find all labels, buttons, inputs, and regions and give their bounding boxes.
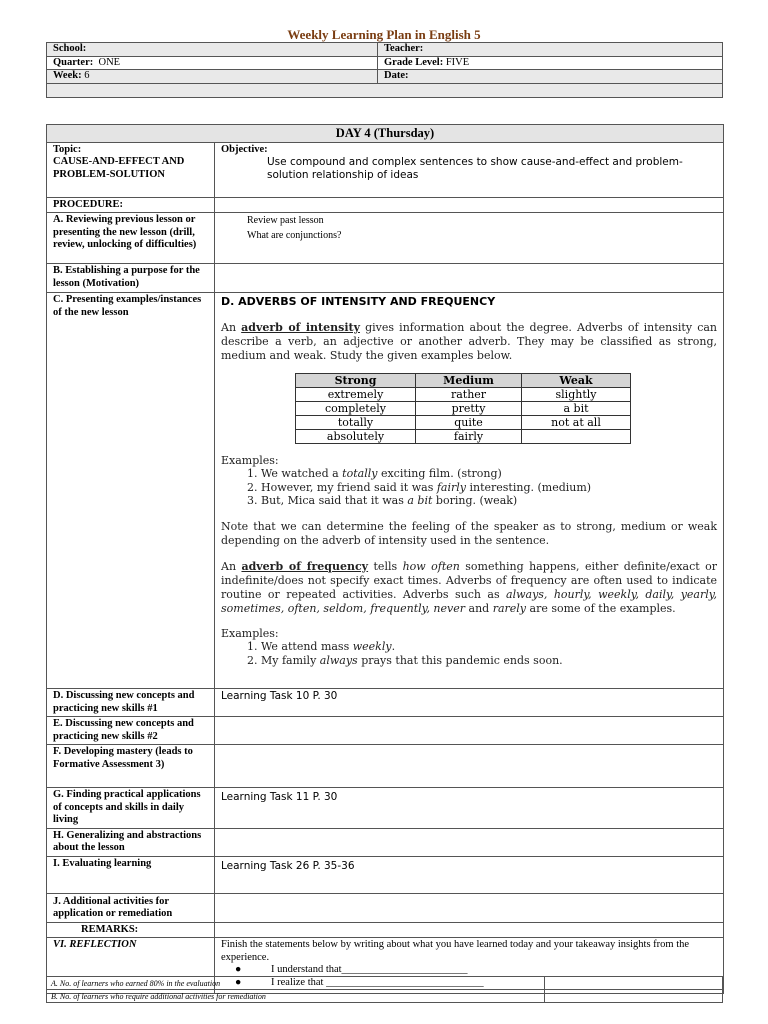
week-label: Week: — [53, 70, 82, 82]
table-row — [296, 429, 631, 443]
col-medium: Medium — [416, 373, 522, 387]
example-item — [261, 467, 717, 481]
footer-table — [46, 976, 723, 1003]
ex-em: fairly — [436, 480, 466, 494]
lesson-heading: D. ADVERBS OF INTENSITY AND FREQUENCY — [221, 295, 496, 308]
topic-value: CAUSE-AND-EFFECT AND PROBLEM-SOLUTION — [53, 156, 185, 180]
teacher-label: Teacher: — [384, 43, 424, 55]
examples-label: Examples: — [221, 453, 279, 467]
ex-em: weekly — [352, 640, 392, 653]
ex-text: . — [391, 640, 396, 653]
grade-value: FIVE — [445, 56, 470, 68]
procedure-label: PROCEDURE: — [47, 197, 215, 213]
example-item — [261, 494, 717, 508]
p1-post: gives information about the degree. Adverbs of intensity can describe a verb, an adjective or another adverb. They may be classified as strong, medium and weak. Study the given examples below. — [221, 320, 718, 362]
topic-label: Topic: — [53, 143, 82, 155]
procedure-blank — [215, 197, 724, 213]
step-i-value: Learning Task 26 P. 35-36 — [215, 856, 724, 893]
school-label: School: — [53, 43, 87, 55]
intensity-table — [295, 373, 631, 444]
step-h-content — [215, 828, 724, 856]
step-f-content — [215, 745, 724, 788]
table-cell: absolutely — [296, 429, 416, 443]
examples2-label: Examples: — [221, 626, 279, 640]
day-heading: DAY 4 (Thursday) — [47, 125, 724, 143]
intensity-examples — [261, 467, 717, 508]
reflection-bullet: ● I realize that ______________________________ — [235, 976, 484, 988]
header-blank-row — [47, 83, 723, 97]
grade-cell — [378, 56, 723, 70]
step-j-label: J. Additional activities for application or remediation — [47, 893, 215, 922]
frequency-examples — [261, 640, 717, 667]
date-cell — [378, 70, 723, 84]
ex-text: We attend mass — [261, 640, 353, 653]
table-cell: pretty — [416, 401, 522, 415]
ex-text: prays that this pandemic ends soon. — [357, 653, 563, 667]
footer-b: B. No. of learners who require additional activities for remediation — [47, 990, 545, 1003]
ex-text: My family — [261, 653, 320, 667]
quarter-label: Quarter: — [53, 56, 94, 68]
step-c-label: C. Presenting examples/instances of the new lesson — [47, 293, 215, 689]
p3-pre: An — [221, 559, 242, 573]
objective-label: Objective: — [221, 143, 268, 155]
step-a-label: A. Reviewing previous lesson or presenting the new lesson (drill, review, unlocking of difficulties) — [47, 213, 215, 264]
p3-mid: and — [465, 601, 493, 615]
frequency-term: adverb of frequency — [241, 559, 369, 573]
note-paragraph: Note that we can determine the feeling of the speaker as to strong, medium or weak depending on the adverb of intensity used in the sentence. — [221, 519, 717, 547]
step-a-content — [215, 213, 724, 264]
table-cell: a bit — [522, 401, 631, 415]
ex-text: boring. (weak) — [432, 494, 518, 507]
step-e-content — [215, 717, 724, 745]
ex-em: totally — [342, 467, 378, 480]
table-cell: extremely — [296, 387, 416, 401]
table-cell: slightly — [522, 387, 631, 401]
table-cell: rather — [416, 387, 522, 401]
step-g-label: G. Finding practical applications of concepts and skills in daily living — [47, 788, 215, 829]
step-g-value: Learning Task 11 P. 30 — [215, 788, 724, 829]
reflection-instruction: Finish the statements below by writing about what you have learned today and your takeaway insights from the experience. — [221, 939, 690, 963]
step-e-label: E. Discussing new concepts and practicing new skills #2 — [47, 717, 215, 745]
page-title: Weekly Learning Plan in English 5 — [287, 27, 481, 42]
table-cell: fairly — [416, 429, 522, 443]
quarter-cell — [47, 56, 378, 70]
bullet-text: I realize that ______________________________ — [271, 976, 484, 988]
objective-cell — [215, 142, 724, 197]
p3-post: are some of the examples. — [526, 601, 676, 615]
quarter-value: ONE — [98, 56, 121, 68]
remarks-content — [215, 922, 724, 938]
example-item — [261, 640, 717, 654]
footer-b-value — [545, 990, 723, 1003]
reflection-bullet: ● I understand that________________________ — [235, 964, 468, 975]
p3-em: always, hourly, weekly, daily, yearly, sometimes, often, seldom, frequently, never — [221, 587, 717, 615]
week-cell — [47, 70, 378, 84]
ex-text: However, my friend said it was — [261, 480, 437, 494]
table-row — [296, 415, 631, 429]
step-h-label: H. Generalizing and abstractions about the lesson — [47, 828, 215, 856]
footer-a: A. No. of learners who earned 80% in the evaluation — [47, 977, 545, 990]
footer-a-value — [545, 977, 723, 990]
table-row — [296, 387, 631, 401]
step-d-label: D. Discussing new concepts and practicing new skills #1 — [47, 689, 215, 717]
p1-pre: An — [221, 320, 242, 334]
intensity-term: adverb of intensity — [241, 320, 360, 334]
ex-text: exciting film. (strong) — [377, 467, 502, 480]
example-item — [261, 481, 717, 495]
table-cell: totally — [296, 415, 416, 429]
step-i-label: I. Evaluating learning — [47, 856, 215, 893]
table-cell: not at all — [522, 415, 631, 429]
intensity-paragraph — [221, 321, 717, 363]
step-j-content — [215, 893, 724, 922]
ex-text: But, Mica said that it was — [261, 494, 408, 507]
table-cell: completely — [296, 401, 416, 415]
col-strong: Strong — [296, 373, 416, 387]
remarks-label: REMARKS: — [47, 922, 215, 938]
reflection-label: VI. REFLECTION — [47, 938, 215, 994]
frequency-paragraph — [221, 560, 717, 616]
header-table — [46, 42, 723, 98]
review-line: Review past lesson — [247, 215, 324, 226]
p3-mid: tells — [368, 559, 403, 573]
lesson-content — [215, 293, 724, 689]
week-value: 6 — [84, 70, 90, 82]
ex-text: interesting. (medium) — [465, 480, 592, 494]
p3-mid: something happens, either definite/exact or indefinite/does not specify exact times. Adverbs of frequency are often used to indicate routine or repeated activities. Adverbs such as — [221, 559, 718, 601]
step-b-label: B. Establishing a purpose for the lesson (Motivation) — [47, 264, 215, 293]
objective-text: Use compound and complex sentences to show cause-and-effect and problem-solution relationship of ideas — [267, 156, 683, 181]
ex-em: a bit — [407, 494, 433, 507]
grade-label: Grade Level: — [384, 56, 444, 68]
conjunctions-line: What are conjunctions? — [247, 229, 342, 241]
step-b-content — [215, 264, 724, 293]
p3-em: rarely — [492, 601, 527, 615]
example-item — [261, 654, 717, 668]
ex-text: We watched a — [261, 467, 343, 480]
teacher-cell — [378, 43, 723, 57]
school-cell — [47, 43, 378, 57]
ex-em: always — [319, 653, 358, 667]
step-f-label: F. Developing mastery (leads to Formative Assessment 3) — [47, 745, 215, 788]
table-cell — [522, 429, 631, 443]
day-plan-table — [46, 124, 724, 994]
date-label: Date: — [384, 70, 409, 82]
bullet-text: I understand that________________________ — [271, 964, 468, 975]
col-weak: Weak — [522, 373, 631, 387]
topic-cell — [47, 142, 215, 197]
table-cell: quite — [416, 415, 522, 429]
table-row — [296, 401, 631, 415]
p3-em: how often — [402, 559, 460, 573]
step-d-value: Learning Task 10 P. 30 — [215, 689, 724, 717]
